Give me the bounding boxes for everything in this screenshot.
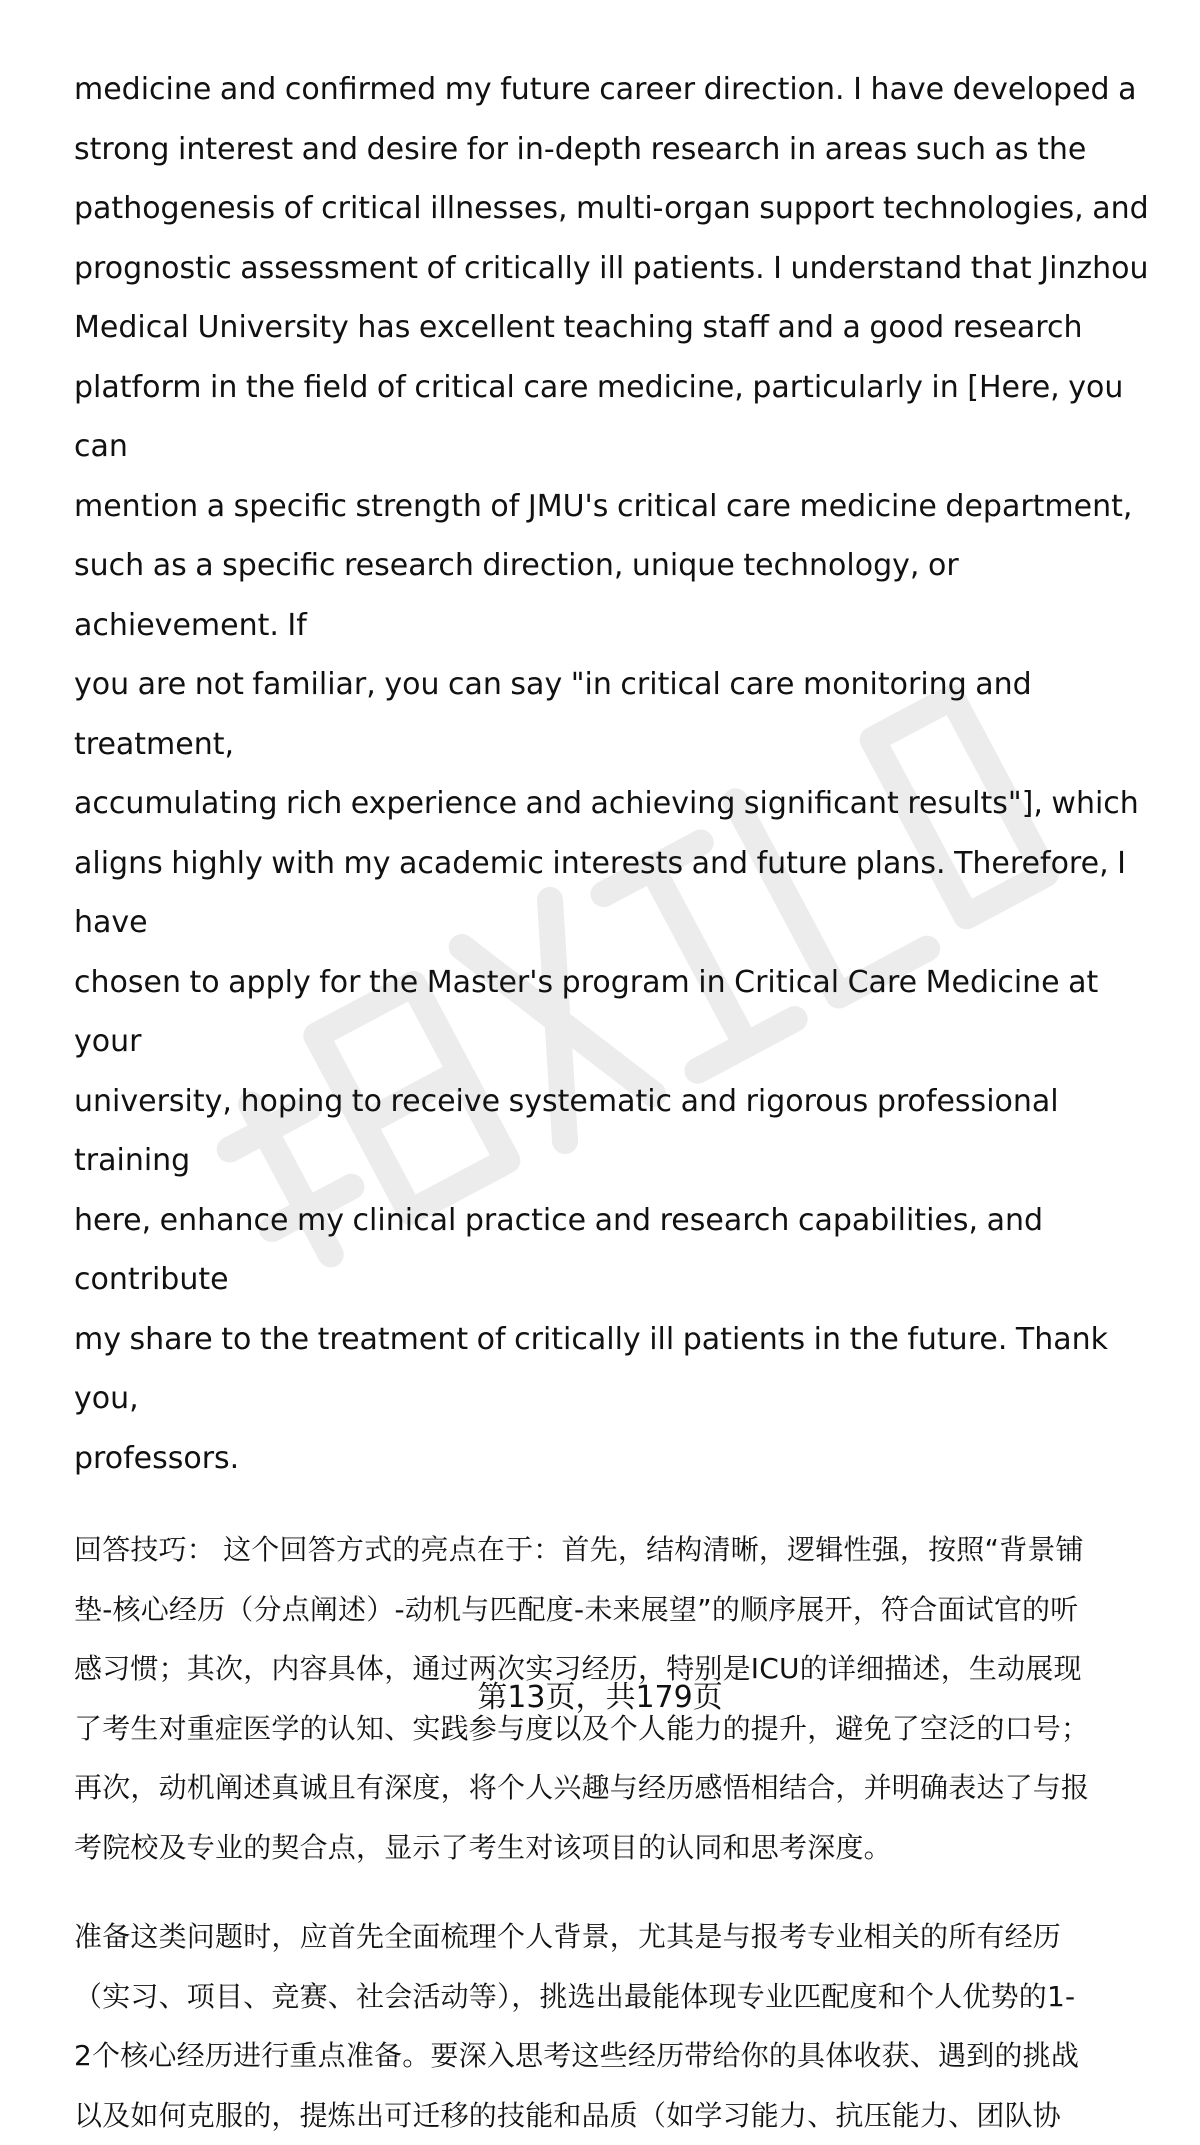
paragraph-answer-continuation: medicine and confirmed my future career direction. I have developed a strong interest and desire for in-depth research in areas such as the pathogenesis of critical illnesses, multi-organ support technologies, and prognostic assessment of critically ill patients. I understand that Jinzhou Medical University has excellent teaching staff and a good research platform in the field of critical care medicine, particularly in [Here, you can mention a specific strength of JMU's critical care medicine department, such as a specific research direction, unique technology, or achievement. If you are not familiar, you can say "in critical care monitoring and treatment, accumulating rich experience and achieving significant results"], which aligns highly with my academic interests and future plans. Therefore, I have chosen to apply for the Master's program in Critical Care Medicine at your university, hoping to receive systematic and rigorous professional training here, enhance my clinical practice and research capabilities, and contribute my share to the treatment of critically ill patients in the future. Thank you, professors. [74,72,1149,1476]
paragraph-answer-tips: 回答技巧： 这个回答方式的亮点在于：首先，结构清晰，逻辑性强，按照“背景铺 垫-核心经历（分点阐述）-动机与匹配度-未来展望”的顺序展开，符合面试官的听 感习惯；其次，内容具体，通过两次实习经历，特别是ICU的详细描述，生动展现 了考生对重症医学的认知、实践参与度以及个人能力的提升，避免了空泛的口号； 再次，动机阐述真诚且有深度，将个人兴趣与经历感悟相结合，并明确表达了与报 考院校及专业的契合点，显示了考生对该项目的认同和思考深度。 [74,1533,1090,1864]
page-number-footer: 第13页，共179页 [477,1680,723,1715]
document-body [74,60,1154,2145]
paragraph-preparation-advice: 准备这类问题时，应首先全面梳理个人背景，尤其是与报考专业相关的所有经历 （实习、项目、竞赛、社会活动等），挑选出最能体现专业匹配度和个人优势的1- 2个核心经历进行重点准备。要深入思考这些经历带给你的具体收获、遇到的挑战 以及如何克服的，提炼出可迁移的技能和品质（如学习能力、抗压能力、团队协 [74,1920,1080,2132]
